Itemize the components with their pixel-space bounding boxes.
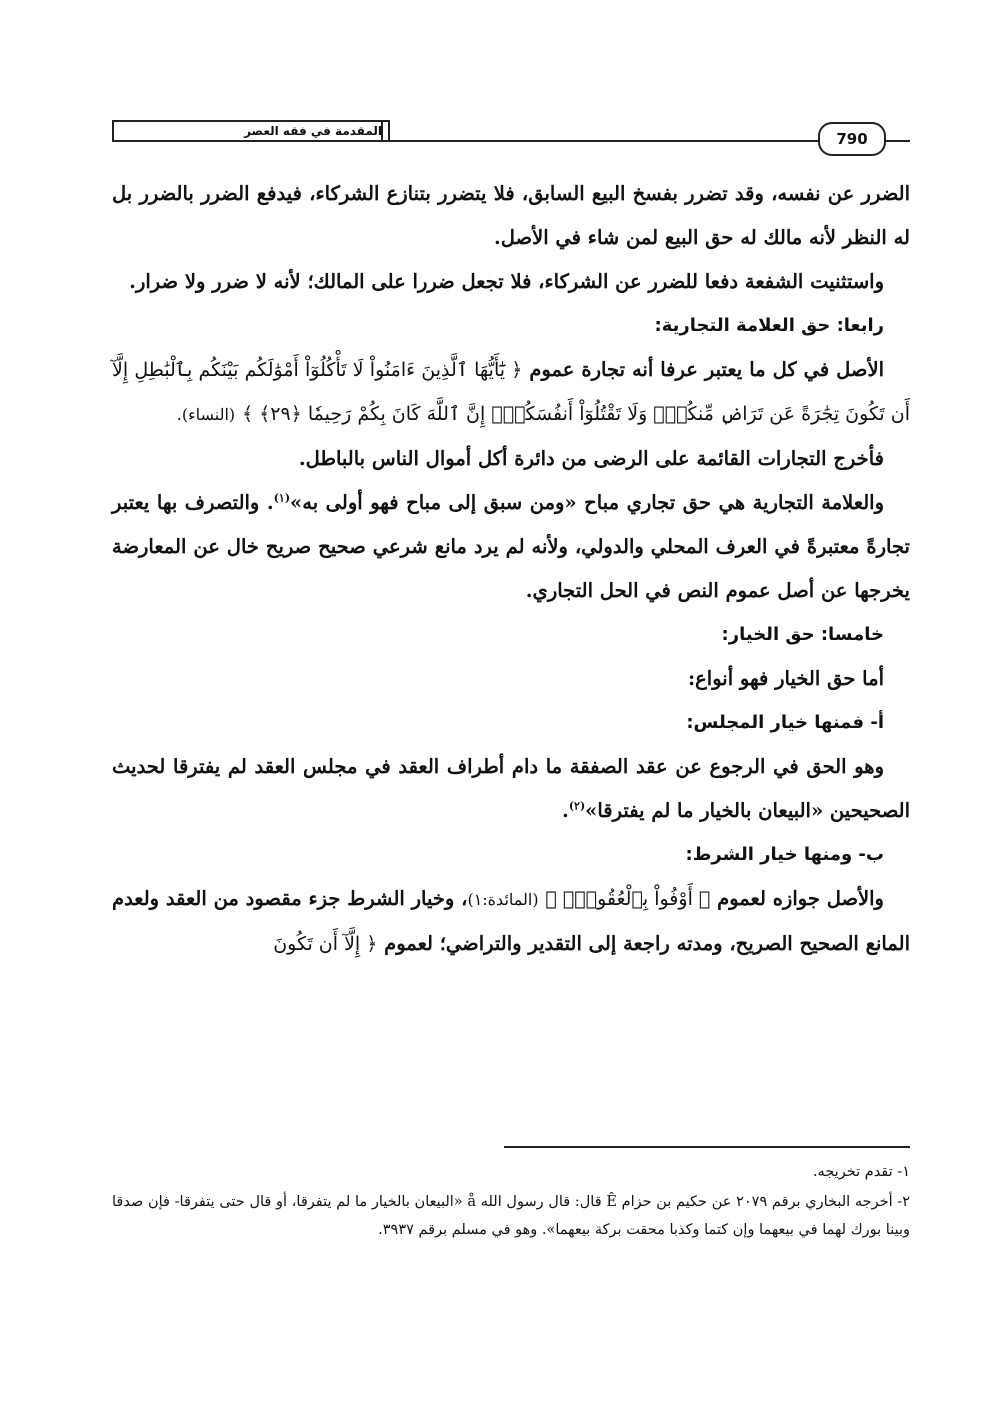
paragraph: الضرر عن نفسه، وقد تضرر بفسخ البيع السابق، فلا يتضرر بتنازع الشركاء، فيدفع الضرر بالضرر بل له النظر لأنه مالك له حق البيع لمن شاء في الأصل. — [112, 182, 910, 249]
quran-verse: ﴿ أَوْفُواْ بِٱلْعُقُودِۚ ﴾ — [545, 888, 711, 910]
paragraph-text: والأصل جوازه لعموم — [717, 887, 884, 910]
paragraph-with-footnote — [112, 481, 910, 613]
page-header — [112, 118, 910, 152]
footnotes — [112, 1158, 910, 1246]
paragraph-text: . — [562, 799, 569, 822]
footnote: ٢- أخرجه البخاري برقم ٢٠٧٩ عن حكيم بن حزام Ê قال: قال رسول الله å «البيعان بالخيار ما لم يتفرقا، أو قال حتى يتفرقا- فإن صدقا وبينا بورك لهما في بيعهما وإن كتما وكذبا محقت بركة بيعهما». وهو في مسلم برقم ٣٩٣٧. — [112, 1194, 910, 1238]
paragraph: فأخرج التجارات القائمة على الرضى من دائرة أكل أموال الناس بالباطل. — [298, 447, 884, 470]
paragraph-text: . والتصرف بها يعتبر تجارةً معتبرةً في العرف المحلي والدولي، ولأنه لم يرد مانع شرعي صحيح صريح خال عن المعارضة يخرجها عن أصل عموم النص في الحل التجاري. — [112, 491, 910, 602]
quran-reference: (المائدة:١) — [467, 890, 539, 909]
paragraph: أما حق الخيار فهو أنواع: — [687, 667, 884, 690]
footnote: ١- تقدم تخريجه. — [812, 1164, 910, 1180]
quran-verse: ﴿ يَٰٓأَيُّهَا ٱلَّذِينَ ءَامَنُواْ لَا تَأْكُلُوٓاْ أَمْوَٰلَكُم بَيْنَكُم بِٱلْبَٰطِلِ إِلَّآ أَن تَكُونَ تِجَٰرَةً عَن تَرَاضٖ مِّنكُمْۚ وَلَا تَقْتُلُوٓاْ أَنفُسَكُمْۚ إِنَّ ٱللَّهَ كَانَ بِكُمْ رَحِيمٗا ﴿٢٩﴾ ﴾ — [112, 359, 910, 425]
footnote-marker: (٢) — [568, 799, 586, 813]
paragraph: واستثنيت الشفعة دفعا للضرر عن الشركاء، فلا تجعل ضررا على المالك؛ لأنه لا ضرر ولا ضرار. — [129, 270, 884, 293]
quran-verse: ﴿ إِلَّآ أَن تَكُونَ — [273, 933, 378, 955]
book-title: المقدمة في فقه العصر — [112, 120, 390, 140]
section-heading: خامسا: حق الخيار: — [721, 624, 884, 645]
subsection-heading: ب- ومنها خيار الشرط: — [685, 844, 884, 865]
header-rule — [112, 140, 910, 142]
footnote-marker: (١) — [273, 491, 291, 505]
paragraph-text: والعلامة التجارية هي حق تجاري مباح «ومن سبق إلى مباح فهو أولى به» — [290, 491, 885, 514]
main-text — [112, 172, 910, 966]
subsection-heading: أ- فمنها خيار المجلس: — [686, 712, 884, 733]
paragraph-text: ، وخيار الشرط جزء مقصود من العقد ولعدم المانع الصحيح الصريح، ومدته راجعة إلى التقدير والتراضي؛ لعموم — [112, 887, 910, 955]
paragraph-with-quran — [112, 348, 910, 437]
section-heading: رابعا: حق العلامة التجارية: — [654, 315, 884, 336]
paragraph-with-footnote — [112, 745, 910, 833]
paragraph-text: الأصل في كل ما يعتبر عرفا أنه تجارة عموم — [529, 358, 884, 381]
page-number: 790 — [818, 122, 886, 156]
paragraph-with-quran — [112, 877, 910, 966]
paragraph-text: وهو الحق في الرجوع عن عقد الصفقة ما دام أطراف العقد في مجلس العقد لم يفترقا لحديث الصحيحين «البيعان بالخيار ما لم يفترقا» — [112, 755, 910, 822]
quran-reference: (النساء). — [176, 405, 236, 424]
footnote-separator — [504, 1146, 910, 1148]
